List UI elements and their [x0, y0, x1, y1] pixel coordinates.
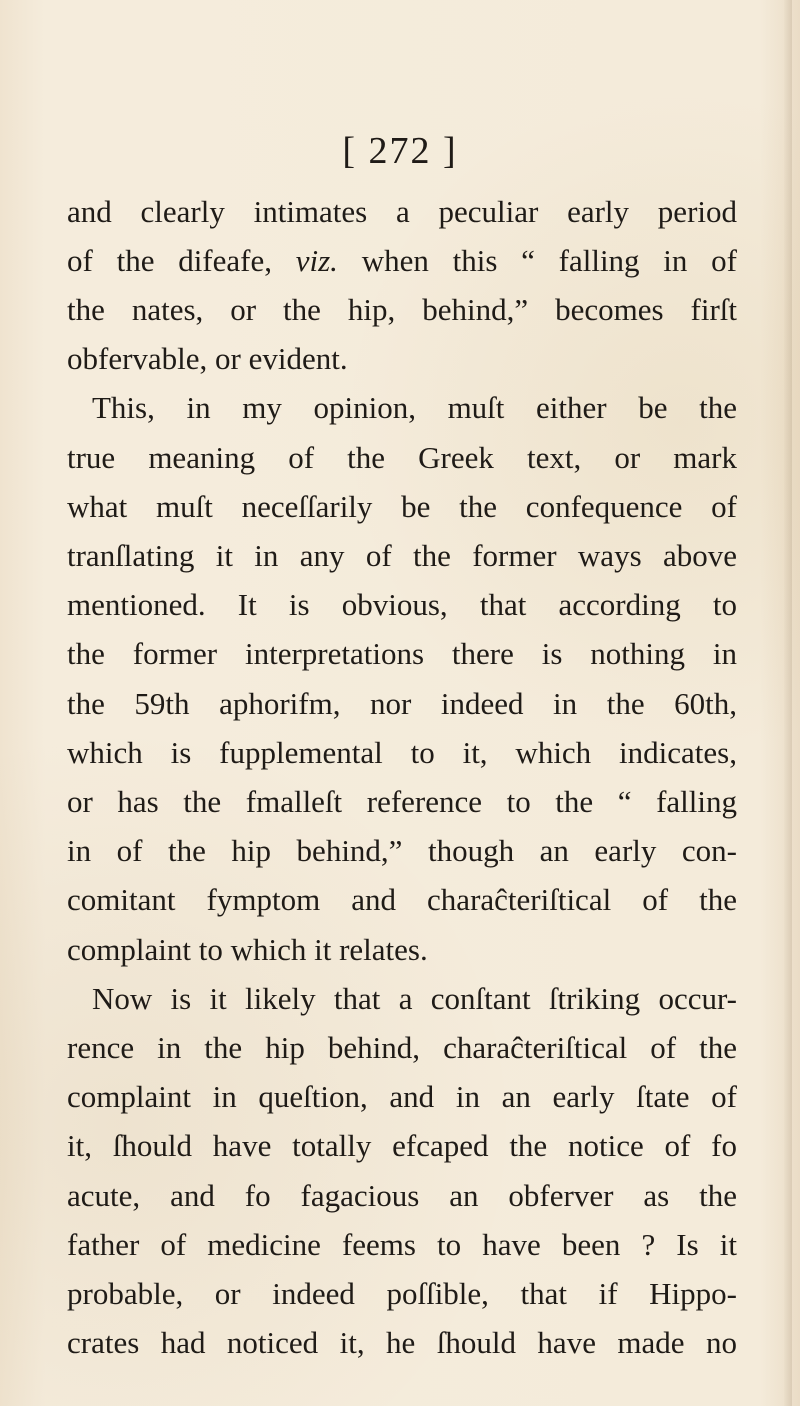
- text-line-2-before: of the difeafe,: [67, 243, 296, 278]
- text-line-5: This, in my opinion, muſt either be the: [92, 390, 737, 425]
- text-line-23: probable, or indeed poſſible, that if Hippo-: [67, 1276, 737, 1311]
- text-line-11: the 59th aphorifm, nor indeed in the 60th,: [67, 686, 737, 721]
- text-line-2-after: when this “ falling in of: [337, 243, 738, 278]
- text-line-16: complaint to which it relates.: [67, 932, 428, 967]
- text-line-13: or has the fmalleſt reference to the “ falling: [67, 784, 737, 819]
- page-header: [ 272 ]: [342, 130, 458, 172]
- text-line-20: it, ſhould have totally efcaped the notice of fo: [67, 1128, 737, 1163]
- text-line-22: father of medicine feems to have been ? Is it: [67, 1227, 737, 1262]
- text-line-15: comitant fymptom and charaĉteriſtical of the: [67, 882, 737, 917]
- text-line-6: true meaning of the Greek text, or mark: [67, 440, 737, 475]
- text-line-9: mentioned. It is obvious, that according to: [67, 587, 737, 622]
- text-line-2: [67, 245, 737, 276]
- text-line-1: and clearly intimates a peculiar early period: [67, 194, 737, 229]
- text-line-8: tranſlating it in any of the former ways above: [67, 538, 737, 573]
- text-line-10: the former interpretations there is nothing in: [67, 636, 737, 671]
- text-line-3: the nates, or the hip, behind,” becomes firſt: [67, 292, 737, 327]
- text-line-17: Now is it likely that a conſtant ſtriking occur-: [92, 981, 737, 1016]
- text-line-12: which is fupplemental to it, which indicates,: [67, 735, 737, 770]
- text-line-7: what muſt neceſſarily be the confequence of: [67, 489, 737, 524]
- text-line-24: crates had noticed it, he ſhould have made no: [67, 1325, 737, 1360]
- text-line-2-italic: viz.: [295, 243, 338, 278]
- text-line-21: acute, and fo fagacious an obferver as the: [67, 1178, 737, 1213]
- page-fold-shadow: [784, 0, 792, 1406]
- text-line-14: in of the hip behind,” though an early con-: [67, 833, 737, 868]
- text-line-19: complaint in queſtion, and in an early ſtate of: [67, 1079, 737, 1114]
- text-line-4: obfervable, or evident.: [67, 341, 348, 376]
- text-line-18: rence in the hip behind, charaĉteriſtical of the: [67, 1030, 737, 1065]
